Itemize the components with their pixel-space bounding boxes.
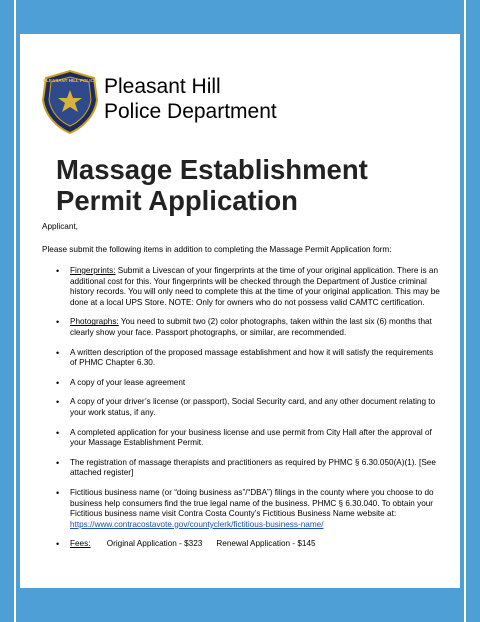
page-header — [42, 34, 440, 132]
list-item — [56, 378, 440, 389]
item-text: The registration of massage therapists and practitioners as required by PHMC § 6.30.050(A)(1). [See attached register] — [70, 457, 436, 478]
badge-text: PLEASANT HILL POLICE — [43, 78, 97, 83]
bottom-band — [0, 588, 480, 622]
police-badge-icon — [42, 70, 98, 134]
list-item — [56, 266, 440, 308]
item-text: A copy of your driver’s license (or passport), Social Security card, and any other document relating to your work status, if any. — [70, 397, 436, 417]
salutation: Applicant, — [42, 222, 78, 231]
requirements-list — [42, 266, 440, 550]
item-text: A copy of your lease agreement — [70, 377, 186, 387]
list-item — [56, 458, 440, 479]
item-text: You need to submit two (2) color photographs, taken within the last six (6) months that clearly show your face. Passport photographs, or similar, are recommended. — [70, 317, 432, 337]
list-item — [56, 317, 440, 338]
right-divider — [464, 0, 466, 622]
item-text: Fictitious business name (or “doing business as”/“DBA”) filings in the county where you choose to do business help consumers find the true legal name of the business. PHMC § 6.30.040. To obtain your Fictitious business name visit Contra Costa County’s Fictitious Business Name website at: — [70, 487, 434, 519]
item-label: Fingerprints: — [70, 266, 116, 275]
top-band — [0, 0, 480, 34]
intro-text: Please submit the following items in addition to completing the Massage Permit Application form: — [42, 245, 392, 254]
title-line-1: Massage Establishment — [56, 154, 368, 185]
list-item — [56, 397, 440, 418]
title-line-2: Permit Application — [56, 185, 298, 216]
document-page — [20, 34, 460, 588]
fee-renewal: Renewal Application - $145 — [216, 539, 316, 549]
list-item — [56, 488, 440, 530]
fees-label: Fees: — [70, 539, 91, 549]
department-line-2: Police Department — [104, 100, 277, 123]
list-item — [56, 428, 440, 449]
item-text: A completed application for your business license and use permit from City Hall after the approval of your Massage Establishment Permit. — [70, 427, 432, 448]
fees-item — [56, 539, 440, 550]
fictitious-name-link[interactable]: https://www.contracostavote.gov/countyclerk/fictitious-business-name/ — [70, 519, 324, 529]
left-divider — [14, 0, 16, 622]
department-line-1: Pleasant Hill — [104, 75, 221, 98]
item-text: A written description of the proposed massage establishment and how it will satisfy the requirements of PHMC Chapter 6.30. — [70, 347, 434, 368]
page-title — [56, 154, 440, 216]
fee-original: Original Application - $323 — [106, 539, 203, 549]
item-text: Submit a Livescan of your fingerprints at the time of your original application. There is an additional cost for this. Your fingerprints will be checked through the Department of Justice criminal history records. You will only need to complete this at the time of your original application. This may be done at a local UPS Store. NOTE: Only for owners who do not possess valid CAMTC certification. — [70, 266, 440, 307]
department-name — [104, 74, 277, 124]
list-item — [56, 348, 440, 369]
item-label: Photographs: — [70, 317, 119, 327]
